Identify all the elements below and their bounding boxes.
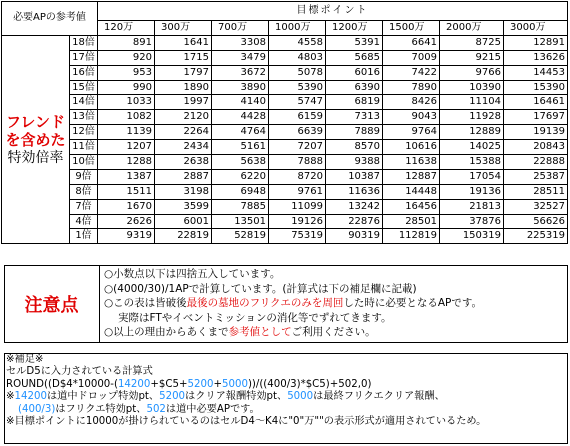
note-line5-c: ご利用ください。 — [291, 326, 376, 338]
ap-value-cell[interactable]: 17054 — [440, 169, 504, 184]
note-line-freequest — [104, 296, 566, 311]
ap-value-cell[interactable]: 953 — [98, 65, 155, 80]
ap-value-cell[interactable]: 5685 — [326, 50, 383, 65]
ap-value-cell[interactable]: 2638 — [155, 155, 212, 170]
ap-value-cell[interactable]: 1082 — [98, 110, 155, 125]
ap-value-cell[interactable]: 7889 — [326, 125, 383, 140]
target-ap-table — [1, 1, 568, 244]
ap-value-cell[interactable]: 1715 — [155, 50, 212, 65]
ap-value-cell[interactable]: 6001 — [155, 214, 212, 229]
side-label-black: 特効倍率 — [7, 149, 64, 166]
ap-value-cell[interactable]: 12889 — [440, 125, 504, 140]
ap-value-cell[interactable]: 2434 — [155, 140, 212, 155]
ap-value-cell[interactable]: 8570 — [326, 140, 383, 155]
ap-value-cell[interactable]: 5161 — [212, 140, 269, 155]
ap-value-cell[interactable]: 19139 — [504, 125, 568, 140]
table-row — [2, 80, 568, 95]
side-label-cell[interactable] — [2, 35, 70, 243]
supplement-explain-3: ※目標ポイントに10000が掛けられているのはセルD4～K4に"0"万""の表示形式が適用されているため。 — [6, 416, 487, 428]
ap-value-cell[interactable]: 5391 — [326, 35, 383, 50]
ap-value-cell[interactable]: 8426 — [383, 95, 440, 110]
ap-value-cell[interactable]: 9215 — [440, 50, 504, 65]
multiplier-cell[interactable]: 17倍 — [70, 50, 98, 65]
ap-value-cell[interactable]: 8720 — [269, 169, 326, 184]
supp-text: は道中必要APです。 — [165, 403, 260, 415]
supp-value-drop: 14200 — [14, 391, 47, 403]
ap-value-cell[interactable]: 14448 — [383, 184, 440, 199]
notes-label: 注意点 — [24, 295, 79, 316]
ap-value-cell[interactable]: 7890 — [383, 80, 440, 95]
ap-value-cell[interactable]: 891 — [98, 35, 155, 50]
note-line3-highlight: 最後の墓地のフリクエのみを周回 — [186, 297, 344, 309]
ap-value-cell[interactable]: 9388 — [326, 155, 383, 170]
supp-text: は道中ドロップ特効pt、 — [46, 391, 160, 403]
ap-value-cell[interactable]: 56626 — [504, 214, 568, 229]
formula-value-clear: 5200 — [187, 378, 214, 390]
ap-value-cell[interactable]: 6390 — [326, 80, 383, 95]
ap-value-cell[interactable]: 1511 — [98, 184, 155, 199]
ap-value-cell[interactable]: 6641 — [383, 35, 440, 50]
ap-value-cell[interactable]: 3479 — [212, 50, 269, 65]
col-header-cell[interactable]: 2000万 — [440, 21, 504, 36]
ap-value-cell[interactable]: 3198 — [155, 184, 212, 199]
table-row — [2, 35, 568, 50]
ap-value-cell[interactable]: 1797 — [155, 65, 212, 80]
ap-value-cell[interactable]: 1387 — [98, 169, 155, 184]
multiplier-cell[interactable]: 12倍 — [70, 125, 98, 140]
ap-value-cell[interactable]: 7009 — [383, 50, 440, 65]
table-row — [2, 169, 568, 184]
col-header-cell[interactable]: 3000万 — [504, 21, 568, 36]
supp-text: は最終フリクエクリア報酬、 — [313, 391, 445, 403]
ap-value-cell[interactable]: 15388 — [440, 155, 504, 170]
ap-value-cell[interactable]: 16456 — [383, 199, 440, 214]
ap-value-cell[interactable]: 3308 — [212, 35, 269, 50]
ap-value-cell[interactable]: 4764 — [212, 125, 269, 140]
side-label-red: フレンドを含めた — [5, 112, 66, 149]
col-header-cell[interactable]: 1200万 — [326, 21, 383, 36]
ap-value-cell[interactable]: 20843 — [504, 140, 568, 155]
notes-lines[interactable] — [104, 267, 566, 340]
ap-value-cell[interactable]: 10387 — [326, 169, 383, 184]
ap-value-cell[interactable]: 6159 — [269, 110, 326, 125]
formula-value-final: 5000 — [222, 378, 248, 390]
note-line-rounding: ○小数点以下は四捨五入しています。 — [104, 268, 281, 280]
multiplier-cell[interactable]: 10倍 — [70, 155, 98, 170]
ap-value-cell[interactable]: 2626 — [98, 214, 155, 229]
multiplier-cell[interactable]: 14倍 — [70, 95, 98, 110]
target-title-cell[interactable] — [98, 2, 568, 21]
ap-value-cell[interactable]: 28501 — [383, 214, 440, 229]
note-line3-c: した時に必要となるAPです。 — [343, 297, 483, 309]
ap-value-cell[interactable]: 1288 — [98, 155, 155, 170]
ap-value-cell[interactable]: 7888 — [269, 155, 326, 170]
ap-value-cell[interactable]: 12887 — [383, 169, 440, 184]
target-title: 目標ポイント — [296, 5, 369, 16]
ap-value-cell[interactable]: 4803 — [269, 50, 326, 65]
table-row — [2, 199, 568, 214]
ap-value-cell[interactable]: 150319 — [440, 229, 504, 244]
note-line-reference — [104, 325, 566, 340]
corner-label-cell[interactable] — [2, 2, 98, 36]
supplement-title: ※補足※ — [6, 354, 44, 365]
ap-value-cell[interactable]: 6016 — [326, 65, 383, 80]
ap-value-cell[interactable]: 22888 — [504, 155, 568, 170]
ap-value-cell[interactable]: 2887 — [155, 169, 212, 184]
formula-part: +$C5+ — [150, 378, 188, 390]
multiplier-cell[interactable]: 9倍 — [70, 169, 98, 184]
ap-value-cell[interactable]: 11104 — [440, 95, 504, 110]
ap-value-cell[interactable]: 1207 — [98, 140, 155, 155]
ap-value-cell[interactable]: 9761 — [269, 184, 326, 199]
supplement-lines[interactable] — [6, 354, 566, 428]
table-row — [2, 184, 568, 199]
supp-value-fq: (400/3) — [18, 403, 56, 415]
ap-value-cell[interactable]: 75319 — [269, 229, 326, 244]
ap-value-cell[interactable]: 4140 — [212, 95, 269, 110]
ap-value-cell[interactable]: 6639 — [269, 125, 326, 140]
multiplier-cell[interactable]: 15倍 — [70, 80, 98, 95]
ap-value-cell[interactable]: 1641 — [155, 35, 212, 50]
multiplier-cell[interactable]: 18倍 — [70, 35, 98, 50]
supp-mark: ※ — [6, 391, 15, 403]
supp-text: はフリクエ特効pt、 — [55, 403, 147, 415]
col-header-cell[interactable]: 700万 — [212, 21, 269, 36]
ap-value-cell[interactable]: 1997 — [155, 95, 212, 110]
ap-value-cell[interactable]: 37876 — [440, 214, 504, 229]
table-row — [2, 110, 568, 125]
ap-value-cell[interactable]: 19136 — [440, 184, 504, 199]
ap-value-cell[interactable]: 13501 — [212, 214, 269, 229]
ap-value-cell[interactable]: 6819 — [326, 95, 383, 110]
formula-part: ))/((400/3)*$C5)+502,0) — [247, 378, 372, 390]
table-row — [2, 155, 568, 170]
ap-value-cell[interactable]: 7885 — [212, 199, 269, 214]
multiplier-cell[interactable]: 1倍 — [70, 229, 98, 244]
ap-value-cell[interactable]: 3890 — [212, 80, 269, 95]
ap-value-cell[interactable]: 16461 — [504, 95, 568, 110]
ap-value-cell[interactable]: 9319 — [98, 229, 155, 244]
ap-value-cell[interactable]: 990 — [98, 80, 155, 95]
ap-value-cell[interactable]: 2120 — [155, 110, 212, 125]
ap-value-cell[interactable]: 1139 — [98, 125, 155, 140]
ap-value-cell[interactable]: 11636 — [326, 184, 383, 199]
ap-value-cell[interactable]: 7207 — [269, 140, 326, 155]
supp-value-ap: 502 — [146, 403, 166, 415]
ap-value-cell[interactable]: 12891 — [504, 35, 568, 50]
ap-value-cell[interactable]: 13242 — [326, 199, 383, 214]
ap-value-cell[interactable]: 22876 — [326, 214, 383, 229]
ap-value-cell[interactable]: 14025 — [440, 140, 504, 155]
notes-label-cell[interactable] — [4, 265, 100, 343]
ap-value-cell[interactable]: 10616 — [383, 140, 440, 155]
ap-value-cell[interactable]: 1890 — [155, 80, 212, 95]
col-header-cell[interactable]: 300万 — [155, 21, 212, 36]
col-header-cell[interactable]: 1000万 — [269, 21, 326, 36]
ap-value-cell[interactable]: 1033 — [98, 95, 155, 110]
ap-value-cell[interactable]: 5638 — [212, 155, 269, 170]
ap-value-cell[interactable]: 112819 — [383, 229, 440, 244]
ap-value-cell[interactable]: 21813 — [440, 199, 504, 214]
ap-value-cell[interactable]: 3672 — [212, 65, 269, 80]
ap-value-cell[interactable]: 17697 — [504, 110, 568, 125]
ap-value-cell[interactable]: 14453 — [504, 65, 568, 80]
ap-value-cell[interactable]: 52819 — [212, 229, 269, 244]
multiplier-cell[interactable]: 16倍 — [70, 65, 98, 80]
ap-value-cell[interactable]: 2264 — [155, 125, 212, 140]
table-body — [2, 35, 568, 243]
multiplier-cell[interactable]: 7倍 — [70, 199, 98, 214]
ap-value-cell[interactable]: 7422 — [383, 65, 440, 80]
supplement-explain-1 — [6, 391, 566, 403]
ap-value-cell[interactable]: 1670 — [98, 199, 155, 214]
ap-value-cell[interactable]: 13626 — [504, 50, 568, 65]
ap-value-cell[interactable]: 19126 — [269, 214, 326, 229]
note-line5-highlight: 参考値として — [228, 326, 292, 338]
ap-value-cell[interactable]: 5390 — [269, 80, 326, 95]
ap-value-cell[interactable]: 9766 — [440, 65, 504, 80]
note-line-calc: ○(4000/30)/1APで計算しています。(計算式は下の補足欄に記載) — [104, 282, 417, 295]
ap-value-cell[interactable]: 90319 — [326, 229, 383, 244]
ap-value-cell[interactable]: 11928 — [440, 110, 504, 125]
ap-value-cell[interactable]: 22819 — [155, 229, 212, 244]
ap-value-cell[interactable]: 8725 — [440, 35, 504, 50]
ap-value-cell[interactable]: 7313 — [326, 110, 383, 125]
ap-value-cell[interactable]: 3599 — [155, 199, 212, 214]
side-label — [4, 113, 68, 167]
ap-value-cell[interactable]: 225319 — [504, 229, 568, 244]
ap-value-cell[interactable]: 28511 — [504, 184, 568, 199]
ap-value-cell[interactable]: 10390 — [440, 80, 504, 95]
table-row — [2, 140, 568, 155]
table-row — [2, 125, 568, 140]
corner-label: 必要APの参考値 — [13, 12, 86, 24]
ap-value-cell[interactable]: 5078 — [269, 65, 326, 80]
note-line5-a: ○以上の理由からあくまで — [104, 326, 229, 338]
supplement-explain-2 — [6, 404, 566, 416]
table-row — [2, 65, 568, 80]
col-header-cell[interactable]: 1500万 — [383, 21, 440, 36]
multiplier-cell[interactable]: 11倍 — [70, 140, 98, 155]
formula-part: + — [213, 378, 222, 390]
ap-value-cell[interactable]: 6948 — [212, 184, 269, 199]
note-line-actual: 実際はFTやイベントミッションの消化等でずれてきます。 — [118, 311, 392, 324]
col-header-cell[interactable]: 120万 — [98, 21, 155, 36]
ap-value-cell[interactable]: 920 — [98, 50, 155, 65]
supplement-formula — [6, 379, 566, 391]
formula-part: ROUND((D$4*10000-( — [6, 378, 118, 390]
supplement-cell-desc: セルD5に入力されている計算式 — [6, 366, 153, 378]
note-line3-a: ○この表は皆破後 — [104, 297, 187, 309]
table-row — [2, 214, 568, 229]
ap-value-cell[interactable]: 9764 — [383, 125, 440, 140]
supp-value-final: 5000 — [287, 391, 314, 403]
ap-value-cell[interactable]: 11638 — [383, 155, 440, 170]
table-row — [2, 229, 568, 244]
multiplier-cell[interactable]: 13倍 — [70, 110, 98, 125]
ap-value-cell[interactable]: 4558 — [269, 35, 326, 50]
table-row — [2, 95, 568, 110]
ap-value-cell[interactable]: 5747 — [269, 95, 326, 110]
multiplier-cell[interactable]: 4倍 — [70, 214, 98, 229]
ap-value-cell[interactable]: 9043 — [383, 110, 440, 125]
supp-text: はクリア報酬特効pt、 — [185, 391, 288, 403]
ap-value-cell[interactable]: 4428 — [212, 110, 269, 125]
supp-value-clear: 5200 — [159, 391, 186, 403]
ap-value-cell[interactable]: 11099 — [269, 199, 326, 214]
ap-value-cell[interactable]: 32527 — [504, 199, 568, 214]
formula-value-drop: 14200 — [117, 378, 151, 390]
ap-value-cell[interactable]: 15390 — [504, 80, 568, 95]
ap-value-cell[interactable]: 25387 — [504, 169, 568, 184]
table-row — [2, 50, 568, 65]
multiplier-cell[interactable]: 8倍 — [70, 184, 98, 199]
ap-value-cell[interactable]: 6220 — [212, 169, 269, 184]
